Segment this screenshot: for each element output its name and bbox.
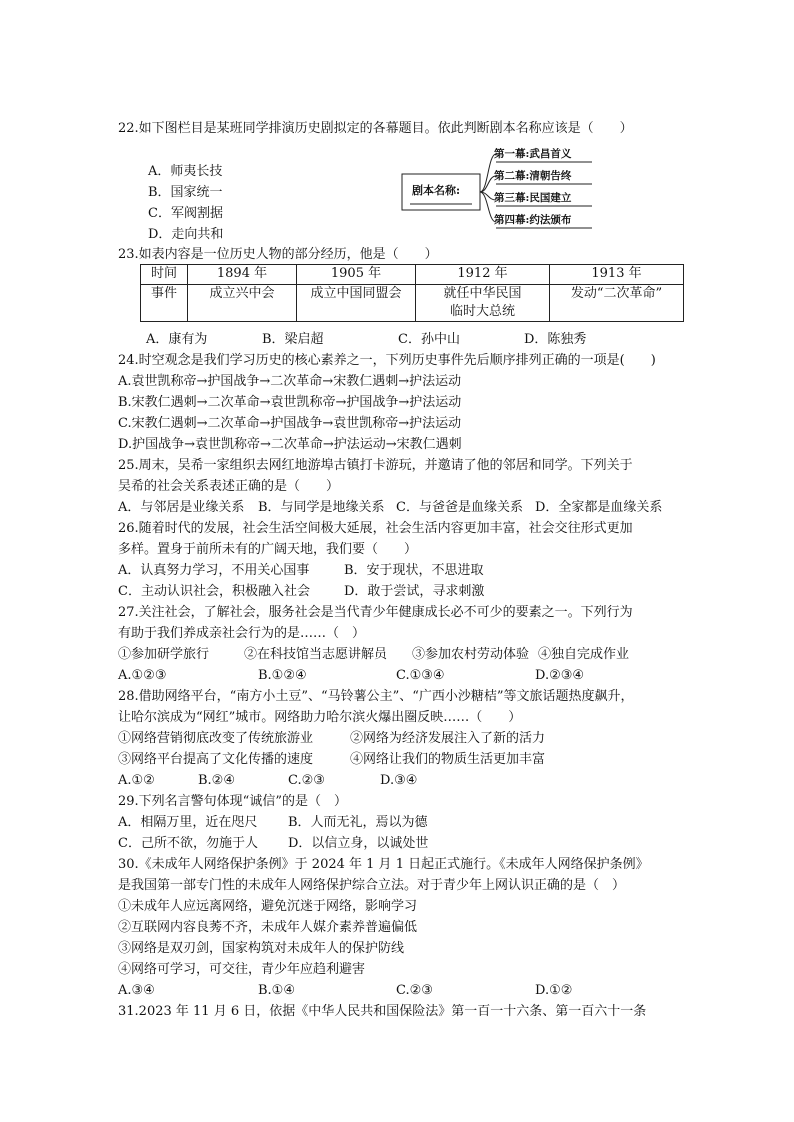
q29-option-a: A．相隔万里，近在咫尺 — [118, 815, 258, 830]
q22-option-c: C．军阀割据 — [148, 206, 223, 221]
q26-option-a: A．认真努力学习，不用关心国事 — [118, 563, 310, 578]
q29-stem: 29.下列名言警句体现“诚信”的是（ ） — [118, 794, 347, 809]
table-row — [141, 285, 684, 322]
table-header-cell: 1894 年 — [188, 265, 297, 285]
q28-item-2: ②网络为经济发展注入了新的活力 — [350, 731, 546, 746]
diagram-act-4: 第四幕:约法颁布 — [494, 214, 572, 226]
q25-option-d: D．全家都是血缘关系 — [535, 500, 663, 515]
q24-stem: 24.时空观念是我们学习历史的核心素养之一，下列历史事件先后顺序排列正确的一项是( ) — [118, 353, 656, 368]
table-cell-line: 临时大总统 — [449, 304, 515, 319]
q30-stem-line2: 是我国第一部专门性的未成年人网络保护综合立法。对于青少年上网认识正确的是（ ） — [118, 878, 626, 893]
q22-stem: 22.如下图栏目是某班同学排演历史剧拟定的各幕题目。依此判断剧本名称应该是（ ） — [118, 121, 633, 136]
q28-option-d: D.③④ — [380, 773, 418, 788]
q23-option-d: D．陈独秀 — [524, 332, 587, 347]
q27-item-1: ①参加研学旅行 — [118, 647, 210, 662]
q30-option-b: B.①④ — [258, 983, 295, 998]
q30-stem-line1: 30.《未成年人网络保护条例》于 2024 年 1 月 1 日起正式施行。《未成年人网络保护条例》 — [118, 857, 649, 872]
q30-item-2: ②互联网内容良莠不齐，未成年人媒介素养普遍偏低 — [118, 920, 418, 935]
table-header-row — [141, 265, 684, 285]
q27-stem-line1: 27.关注社会，了解社会，服务社会是当代青少年健康成长必不可少的要素之一。下列行为 — [118, 605, 633, 620]
q28-option-a: A.①② — [118, 773, 155, 788]
q30-option-c: C.②③ — [396, 983, 433, 998]
q23-option-b: B．梁启超 — [262, 332, 324, 347]
q29-option-b: B．人而无礼，焉以为德 — [288, 815, 428, 830]
q27-option-d: D.②③④ — [535, 668, 585, 683]
q26-stem-line2: 多样。置身于前所未有的广阔天地，我们要（ ） — [118, 542, 418, 557]
q23-option-c: C．孙中山 — [398, 332, 460, 347]
q26-option-d: D．敢于尝试，寻求刺激 — [344, 584, 485, 599]
q31-stem: 31.2023 年 11 月 6 日，依据《中华人民共和国保险法》第一百一十六条、第一百六十一条 — [118, 1004, 647, 1019]
diagram-act-2: 第二幕:清朝告终 — [494, 170, 572, 182]
q25-option-b: B．与同学是地缘关系 — [258, 500, 385, 515]
q27-option-c: C.①③④ — [396, 668, 445, 683]
q26-option-b: B．安于现状，不思进取 — [344, 563, 484, 578]
table-cell-line: 就任中华民国 — [443, 286, 522, 301]
q25-stem-line2: 吴希的社会关系表述正确的是（ ） — [118, 479, 340, 494]
q27-option-b: B.①②④ — [258, 668, 307, 683]
play-structure-diagram — [396, 144, 626, 234]
q27-item-4: ④独自完成作业 — [538, 647, 630, 662]
table-cell — [416, 285, 550, 322]
diagram-script-title-label: 剧本名称: — [412, 184, 461, 197]
table-header-cell: 1912 年 — [416, 265, 550, 285]
q30-option-a: A.③④ — [118, 983, 155, 998]
table-header-cell: 1913 年 — [550, 265, 684, 285]
q22-option-a: A．师夷长技 — [148, 164, 223, 179]
q28-item-4: ④网络让我们的物质生活更加丰富 — [350, 752, 546, 767]
q29-option-d: D．以信立身，以诚处世 — [288, 836, 429, 851]
q28-stem-line2: 让哈尔滨成为“网红”城市。网络助力哈尔滨火爆出圈反映……（ ） — [118, 710, 522, 725]
q26-option-c: C．主动认识社会，积极融入社会 — [118, 584, 310, 599]
q22-option-b: B．国家统一 — [148, 185, 223, 200]
table-cell: 发动“二次革命” — [550, 285, 684, 322]
q25-option-c: C．与爸爸是血缘关系 — [396, 500, 523, 515]
q27-item-2: ②在科技馆当志愿讲解员 — [244, 647, 388, 662]
q28-option-b: B.②④ — [198, 773, 235, 788]
q26-stem-line1: 26.随着时代的发展，社会生活空间极大延展，社会生活内容更加丰富，社会交往形式更加 — [118, 521, 633, 536]
q29-option-c: C．己所不欲，勿施于人 — [118, 836, 258, 851]
q24-option-d: D.护国战争→袁世凯称帝→二次革命→护法运动→宋教仁遇刺 — [118, 437, 462, 452]
q28-option-c: C.②③ — [288, 773, 325, 788]
q24-option-c: C.宋教仁遇刺→二次革命→护国战争→袁世凯称帝→护法运动 — [118, 416, 462, 431]
diagram-act-1: 第一幕:武昌首义 — [494, 148, 572, 160]
q25-stem-line1: 25.周末，吴希一家组织去网红地游埠古镇打卡游玩，并邀请了他的邻居和同学。下列关于 — [118, 458, 633, 473]
table-header-cell: 时间 — [141, 265, 188, 285]
q23-stem: 23.如表内容是一位历史人物的部分经历，他是（ ） — [118, 247, 438, 262]
q27-option-a: A.①②③ — [118, 668, 167, 683]
q30-item-3: ③网络是双刃剑，国家构筑对未成年人的保护防线 — [118, 941, 405, 956]
q28-item-3: ③网络平台提高了文化传播的速度 — [118, 752, 314, 767]
q23-option-a: A．康有为 — [146, 332, 208, 347]
q30-option-d: D.①② — [535, 983, 573, 998]
table-cell: 成立兴中会 — [188, 285, 297, 322]
q24-option-b: B.宋教仁遇刺→二次革命→袁世凯称帝→护国战争→护法运动 — [118, 395, 462, 410]
q30-item-4: ④网络可学习，可交往，青少年应趋利避害 — [118, 962, 366, 977]
q28-item-1: ①网络营销彻底改变了传统旅游业 — [118, 731, 314, 746]
q25-option-a: A．与邻居是业缘关系 — [118, 500, 245, 515]
table-header-cell: 1905 年 — [297, 265, 416, 285]
history-figure-table — [140, 264, 684, 322]
q28-stem-line1: 28.借助网络平台，“南方小土豆”、“马铃薯公主”、“广西小沙糖桔”等文旅话题热度飙升， — [118, 689, 634, 704]
table-row-label: 事件 — [141, 285, 188, 322]
q27-stem-line2: 有助于我们养成亲社会行为的是……（ ） — [118, 626, 366, 641]
q30-item-1: ①未成年人应远离网络，避免沉迷于网络，影响学习 — [118, 899, 418, 914]
q22-option-d: D．走向共和 — [148, 227, 224, 242]
q24-option-a: A.袁世凯称帝→护国战争→二次革命→宋教仁遇刺→护法运动 — [118, 374, 462, 389]
q27-item-3: ③参加农村劳动体验 — [412, 647, 530, 662]
diagram-act-3: 第三幕:民国建立 — [494, 192, 572, 204]
table-cell: 成立中国同盟会 — [297, 285, 416, 322]
